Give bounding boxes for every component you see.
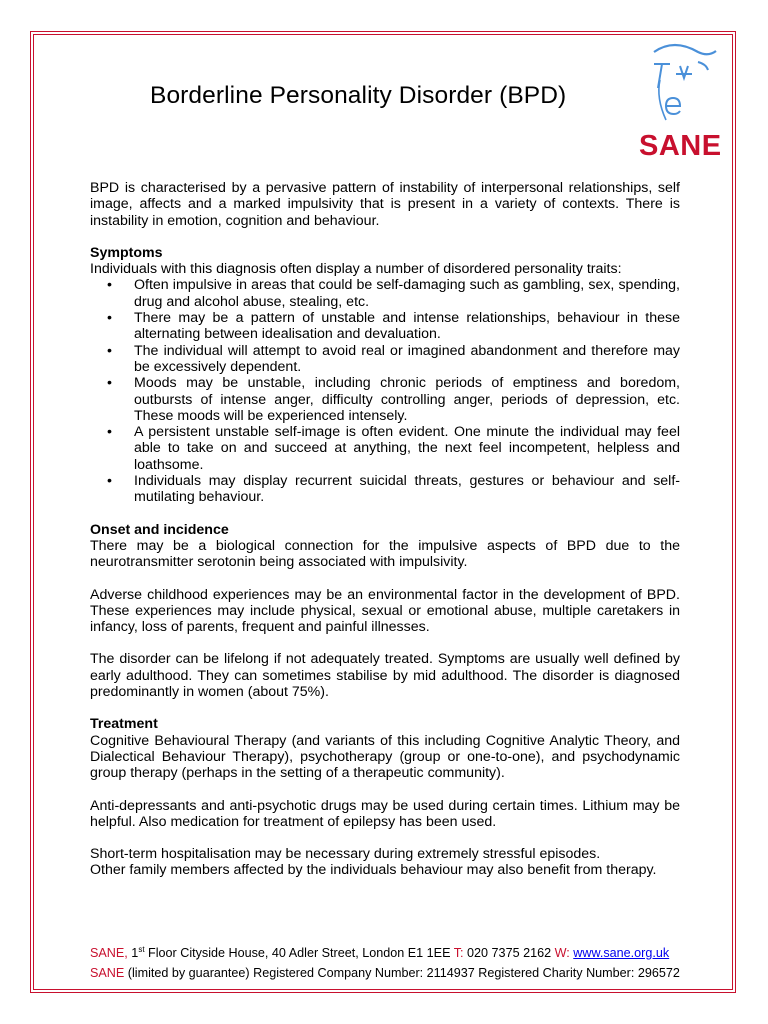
footer (90, 943, 690, 983)
footer-website-link[interactable]: www.sane.org.uk (573, 946, 670, 960)
symptoms-heading: Symptoms (90, 244, 163, 261)
onset-paragraph: There may be a biological connection for the impulsive aspects of BPD due to the neurotransmitter serotonin being associated with impulsivity. (90, 537, 680, 571)
sane-logo: SANE (639, 130, 722, 162)
symptoms-list (90, 277, 680, 505)
footer-org: SANE (90, 966, 125, 980)
treatment-closing-line: Other family members affected by the individuals behaviour may also benefit from therapy. (90, 862, 657, 879)
bullet-icon: • (107, 375, 112, 392)
footer-web-label: W: (554, 946, 570, 960)
footer-registration: (limited by guarantee) Registered Company Number: 2114937 Registered Charity Number: 296572 (127, 966, 680, 980)
bullet-icon: • (107, 342, 112, 359)
onset-heading: Onset and incidence (90, 521, 229, 538)
treatment-paragraph: Anti-depressants and anti-psychotic drugs may be used during certain times. Lithium may be helpful. Also medication for treatment of epilepsy has been used. (90, 797, 680, 830)
footer-floor: 1st (131, 944, 145, 960)
footer-address: Floor Cityside House, 40 Adler Street, London E1 1EE (148, 946, 451, 960)
list-item: • Often impulsive in areas that could be self-damaging such as gambling, sex, spending, drug and alcohol abuse, stealing, etc. (107, 277, 680, 310)
footer-org: SANE, (90, 946, 128, 960)
list-item: • There may be a pattern of unstable and intense relationships, behaviour in these alternating between idealisation and devaluation. (107, 310, 680, 343)
treatment-paragraph: Cognitive Behavioural Therapy (and variants of this including Cognitive Analytic Theory, and Dialectical Behaviour Therapy), psychotherapy (group or one-to-one), and psychodynamic group therapy (perhaps in the setting of a therapeutic community). (90, 732, 680, 782)
list-item: • The individual will attempt to avoid real or imagined abandonment and therefore may be excessively dependent. (107, 342, 680, 375)
onset-paragraph: Adverse childhood experiences may be an environmental factor in the development of BPD. These experiences may include physical, sexual or emotional abuse, multiple caretakers in infancy, loss of parents, frequent and painful illnesses. (90, 586, 680, 636)
treatment-closing-line: Short-term hospitalisation may be necessary during extremely stressful episodes. (90, 846, 601, 863)
footer-address-line (90, 943, 690, 963)
footer-tel-label: T: (453, 946, 464, 960)
bullet-icon: • (107, 277, 112, 294)
footer-registration-line (90, 963, 690, 983)
treatment-heading: Treatment (90, 716, 158, 733)
list-item: • A persistent unstable self-image is often evident. One minute the individual may feel able to take on and succeed at anything, the next feel incompetent, helpless and loathsome. (107, 424, 680, 473)
intro-paragraph: BPD is characterised by a pervasive pattern of instability of interpersonal relationships, self image, affects and a marked impulsivity that is present in a variety of contexts. There is instability in emotion, cognition and behaviour. (90, 180, 680, 229)
symptoms-lead: Individuals with this diagnosis often display a number of disordered personality traits: (90, 261, 622, 278)
footer-tel: 020 7375 2162 (467, 946, 552, 960)
bullet-icon: • (107, 424, 112, 441)
document-body (90, 180, 680, 879)
list-item: • Individuals may display recurrent suicidal threats, gestures or behaviour and self-mutilating behaviour. (107, 473, 680, 506)
list-item: • Moods may be unstable, including chronic periods of emptiness and boredom, outbursts of intense anger, difficulty controlling anger, periods of depression, etc. These moods will be experienced intensely. (107, 375, 680, 424)
document-title: Borderline Personality Disorder (BPD) (150, 82, 567, 109)
onset-paragraph: The disorder can be lifelong if not adequately treated. Symptoms are usually well defined by early adulthood. They can sometimes stabilise by mid adulthood. The disorder is diagnosed predominantly in women (about 75%). (90, 651, 680, 701)
bullet-icon: • (107, 473, 112, 490)
bullet-icon: • (107, 310, 112, 327)
